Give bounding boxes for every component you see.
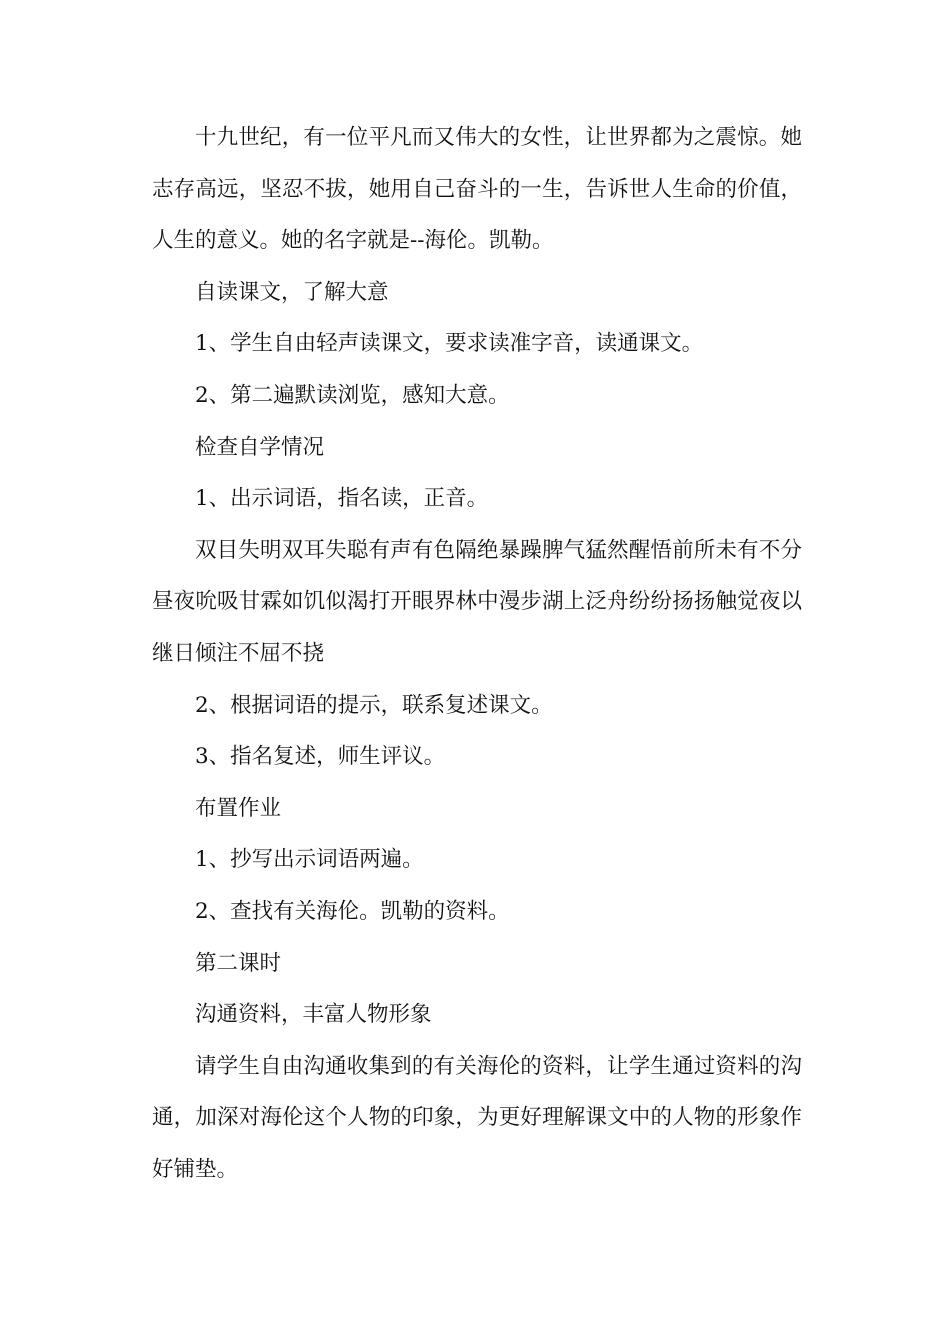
list-item: 3、指名复述，师生评议。 — [195, 744, 446, 770]
paragraph-share-materials: 请学生自由沟通收集到的有关海伦的资料，让学生通过资料的沟通，加深对海伦这个人物的印象，为更好理解课文中的人物的形象作好铺垫。 — [152, 1053, 802, 1182]
paragraph-vocabulary: 双目失明双耳失聪有声有色隔绝暴躁脾气猛然醒悟前所未有不分昼夜吮吸甘霖如饥似渴打开眼界林中漫步湖上泛舟纷纷扬扬触觉夜以继日倾注不屈不挠 — [152, 537, 802, 666]
list-item: 2、根据词语的提示，联系复述课文。 — [195, 692, 553, 718]
paragraph-intro: 十九世纪，有一位平凡而又伟大的女性，让世界都为之震惊。她志存高远，坚忍不拔，她用自己奋斗的一生，告诉世人生命的价值，人生的意义。她的名字就是--海伦。凯勒。 — [152, 125, 802, 254]
list-item: 1、抄写出示词语两遍。 — [195, 847, 424, 873]
heading-second-lesson: 第二课时 — [195, 950, 282, 976]
list-item: 1、学生自由轻声读课文，要求读准字音，读通课文。 — [195, 331, 704, 357]
heading-homework: 布置作业 — [195, 795, 282, 821]
list-item: 2、查找有关海伦。凯勒的资料。 — [195, 898, 510, 924]
list-item: 1、出示词语，指名读，正音。 — [195, 486, 489, 512]
heading-self-reading: 自读课文，了解大意 — [195, 279, 389, 305]
document-body — [152, 112, 802, 1195]
heading-check-self-study: 检查自学情况 — [195, 434, 325, 460]
list-item: 2、第二遍默读浏览，感知大意。 — [195, 382, 510, 408]
heading-share-materials: 沟通资料，丰富人物形象 — [195, 1002, 432, 1028]
